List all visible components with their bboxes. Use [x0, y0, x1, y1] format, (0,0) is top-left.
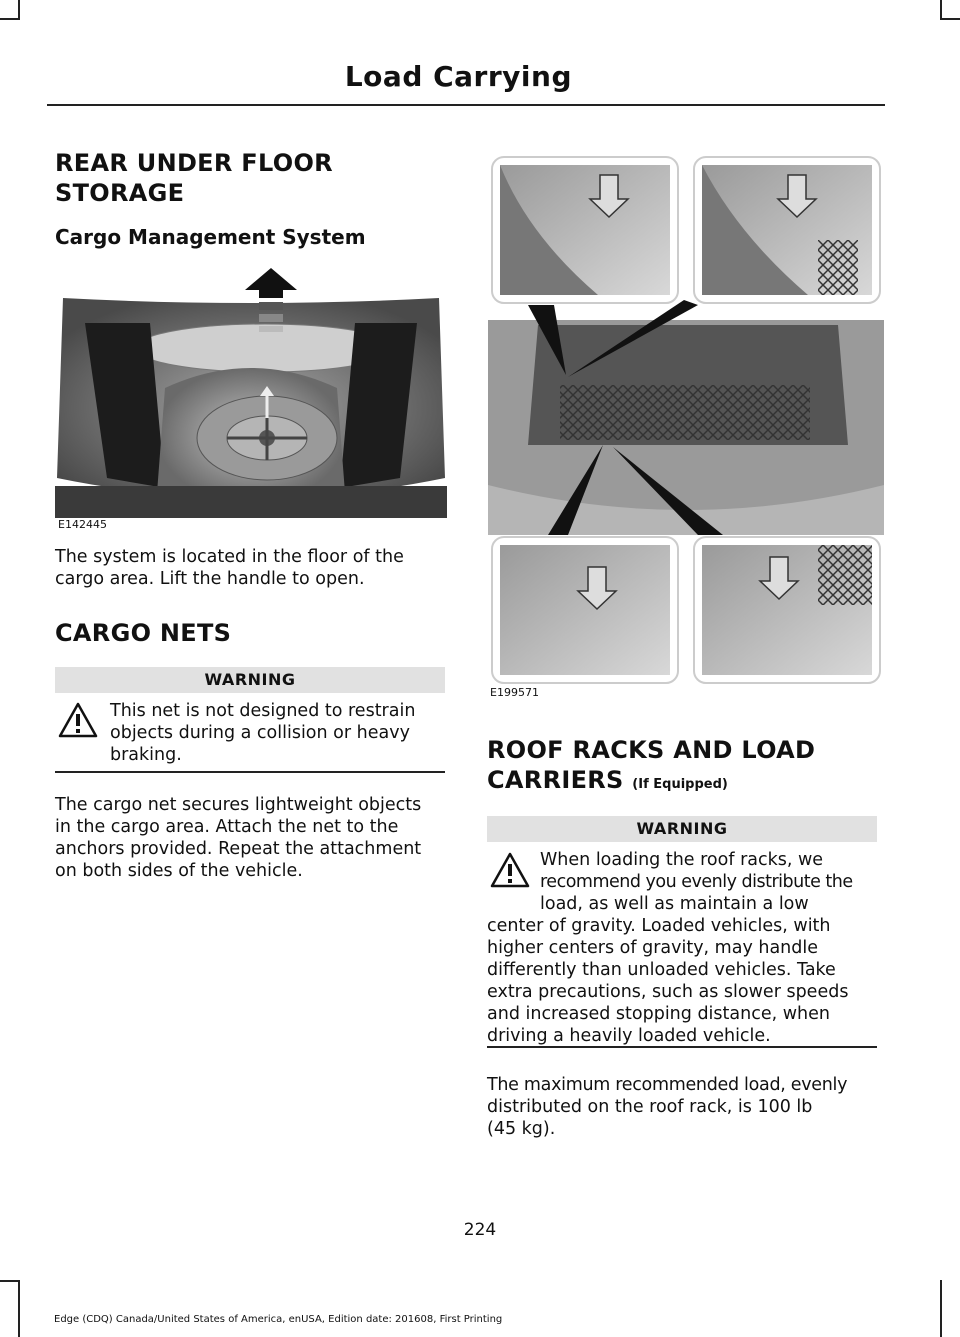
crop-mark: [18, 0, 20, 20]
section-title-line1: ROOF RACKS AND LOAD: [487, 736, 816, 764]
crop-mark: [0, 18, 20, 20]
nets-text-line1: The cargo net secures lightweight objects: [55, 795, 422, 815]
cargo-net-illustration: [488, 155, 884, 687]
crop-mark: [940, 0, 942, 20]
if-equipped-label: (If Equipped): [632, 777, 728, 792]
warning-text-line2: objects during a collision or heavy: [110, 723, 410, 743]
crop-mark: [940, 18, 960, 20]
figure-code: E142445: [58, 518, 107, 531]
nets-text-line4: on both sides of the vehicle.: [55, 861, 303, 881]
warning-text-line3: load, as well as maintain a low: [540, 894, 809, 914]
crop-mark: [940, 1280, 942, 1337]
warning-header: WARNING: [487, 816, 877, 842]
section-title: CARGO NETS: [55, 619, 232, 647]
load-text-line2: distributed on the roof rack, is 100 lb: [487, 1097, 813, 1117]
warning-text-line4: center of gravity. Loaded vehicles, with: [487, 916, 831, 936]
header-rule: [47, 104, 885, 106]
warning-text-line8: and increased stopping distance, when: [487, 1004, 830, 1024]
subsection-title: Cargo Management System: [55, 225, 366, 249]
warning-text-line3: braking.: [110, 745, 182, 765]
warning-text-line1: This net is not designed to restrain: [110, 701, 416, 721]
load-text-line1: The maximum recommended load, evenly: [487, 1075, 848, 1095]
warning-text-line5: higher centers of gravity, may handle: [487, 938, 819, 958]
nets-text-line3: anchors provided. Repeat the attachment: [55, 839, 422, 859]
footer-text: Edge (CDQ) Canada/United States of America, enUSA, Edition date: 201608, First Printing: [54, 1314, 503, 1325]
section-title-line2: STORAGE: [55, 179, 185, 207]
warning-text-line7: extra precautions, such as slower speeds: [487, 982, 849, 1002]
section-title-main: CARRIERS: [487, 766, 624, 794]
warning-rule: [55, 771, 445, 773]
floor-text-line2: cargo area. Lift the handle to open.: [55, 569, 365, 589]
nets-text-line2: in the cargo area. Attach the net to the: [55, 817, 399, 837]
warning-triangle-icon: [490, 852, 530, 888]
warning-text-line2: recommend you evenly distribute the: [540, 872, 853, 892]
warning-header: WARNING: [55, 667, 445, 693]
warning-text-line9: driving a heavily loaded vehicle.: [487, 1026, 771, 1046]
section-title-line1: REAR UNDER FLOOR: [55, 149, 333, 177]
floor-text-line1: The system is located in the floor of the: [55, 547, 404, 567]
crop-mark: [18, 1280, 20, 1337]
page-number: 224: [463, 1220, 497, 1240]
cargo-floor-illustration: [55, 268, 447, 518]
warning-text-line1: When loading the roof racks, we: [540, 850, 824, 870]
warning-rule: [487, 1046, 877, 1048]
section-title-line2: [487, 765, 728, 800]
warning-triangle-icon: [58, 702, 98, 738]
page-header-title: Load Carrying: [344, 60, 572, 93]
figure-code: E199571: [490, 686, 539, 699]
warning-text-line6: differently than unloaded vehicles. Take: [487, 960, 836, 980]
crop-mark: [0, 1280, 20, 1282]
load-text-line3: (45 kg).: [487, 1119, 556, 1139]
